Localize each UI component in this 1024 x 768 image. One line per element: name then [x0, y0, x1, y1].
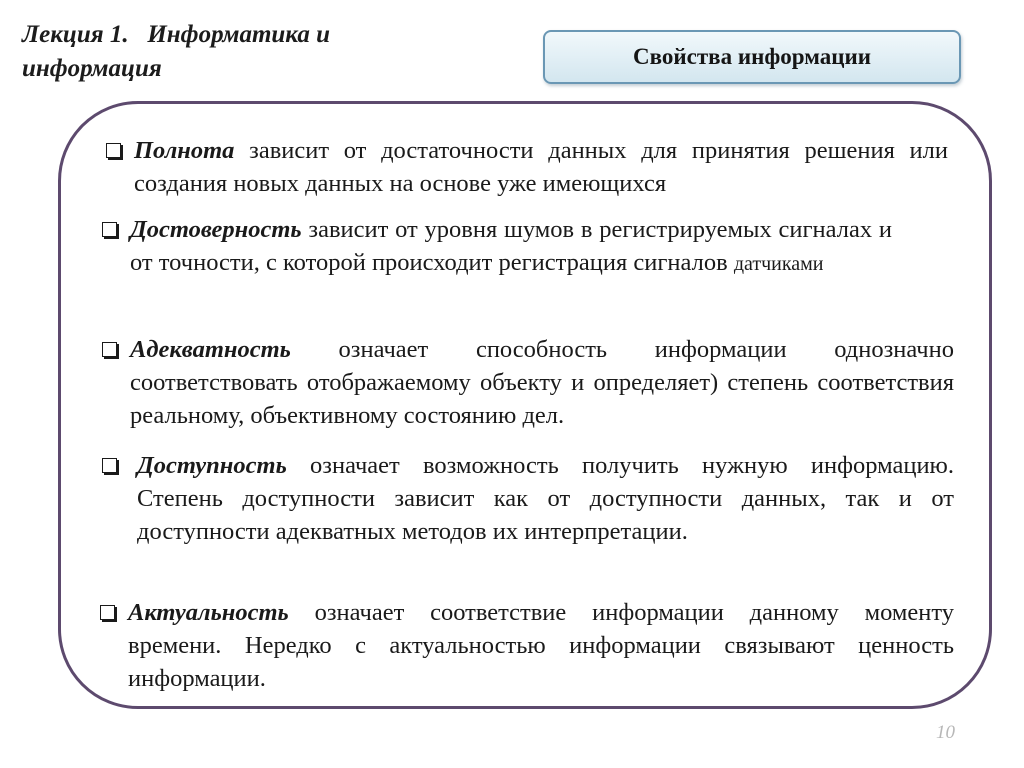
lecture-title-line1: Лекция 1. Информатика и: [22, 21, 331, 48]
lecture-title: [22, 18, 422, 86]
property-term: Полнота: [134, 137, 235, 164]
property-item-relevance: [100, 596, 954, 695]
topic-title: Свойства информации: [633, 44, 871, 69]
checkbox-bullet-icon: [100, 605, 115, 620]
property-description-suffix: датчиками: [733, 253, 824, 275]
property-item-reliability: [102, 213, 892, 281]
property-description: означает способность информации однозначно соответствовать отображаемому объекту и определяет) степень соответствия реальному, объективному состоянию дел.: [130, 336, 954, 429]
checkbox-bullet-icon: [102, 342, 117, 357]
property-text: [102, 449, 954, 548]
property-description: зависит от достаточности данных для принятия решения или создания новых данных на основе уже имеющихся: [134, 137, 948, 197]
checkbox-bullet-icon: [102, 222, 117, 237]
property-text: [100, 596, 954, 695]
lecture-title-line2: информация: [22, 55, 162, 82]
property-description: означает возможность получить нужную информацию. Степень доступности зависит как от доступности данных, так и от доступности адекватных методов их интерпретации.: [137, 452, 954, 545]
checkbox-bullet-icon: [106, 143, 121, 158]
property-item-completeness: [106, 134, 948, 200]
property-term: Доступность: [137, 452, 287, 479]
property-term: Достоверность: [130, 216, 302, 243]
property-description: зависит от уровня шумов в регистрируемых сигналах и от точности, с которой происходит регистрация сигналов: [130, 216, 892, 276]
page-number: 10: [936, 722, 955, 743]
property-text: [106, 134, 948, 200]
checkbox-bullet-icon: [102, 458, 117, 473]
property-description: означает соответствие информации данному моменту времени. Нередко с актуальностью информации связывают ценность информации.: [128, 599, 954, 692]
property-text: [102, 333, 954, 432]
property-item-adequacy: [102, 333, 954, 432]
topic-title-box: [543, 30, 961, 84]
property-term: Адекватность: [130, 336, 291, 363]
property-term: Актуальность: [128, 599, 289, 626]
property-text: [102, 213, 892, 281]
property-item-accessibility: [102, 449, 954, 548]
